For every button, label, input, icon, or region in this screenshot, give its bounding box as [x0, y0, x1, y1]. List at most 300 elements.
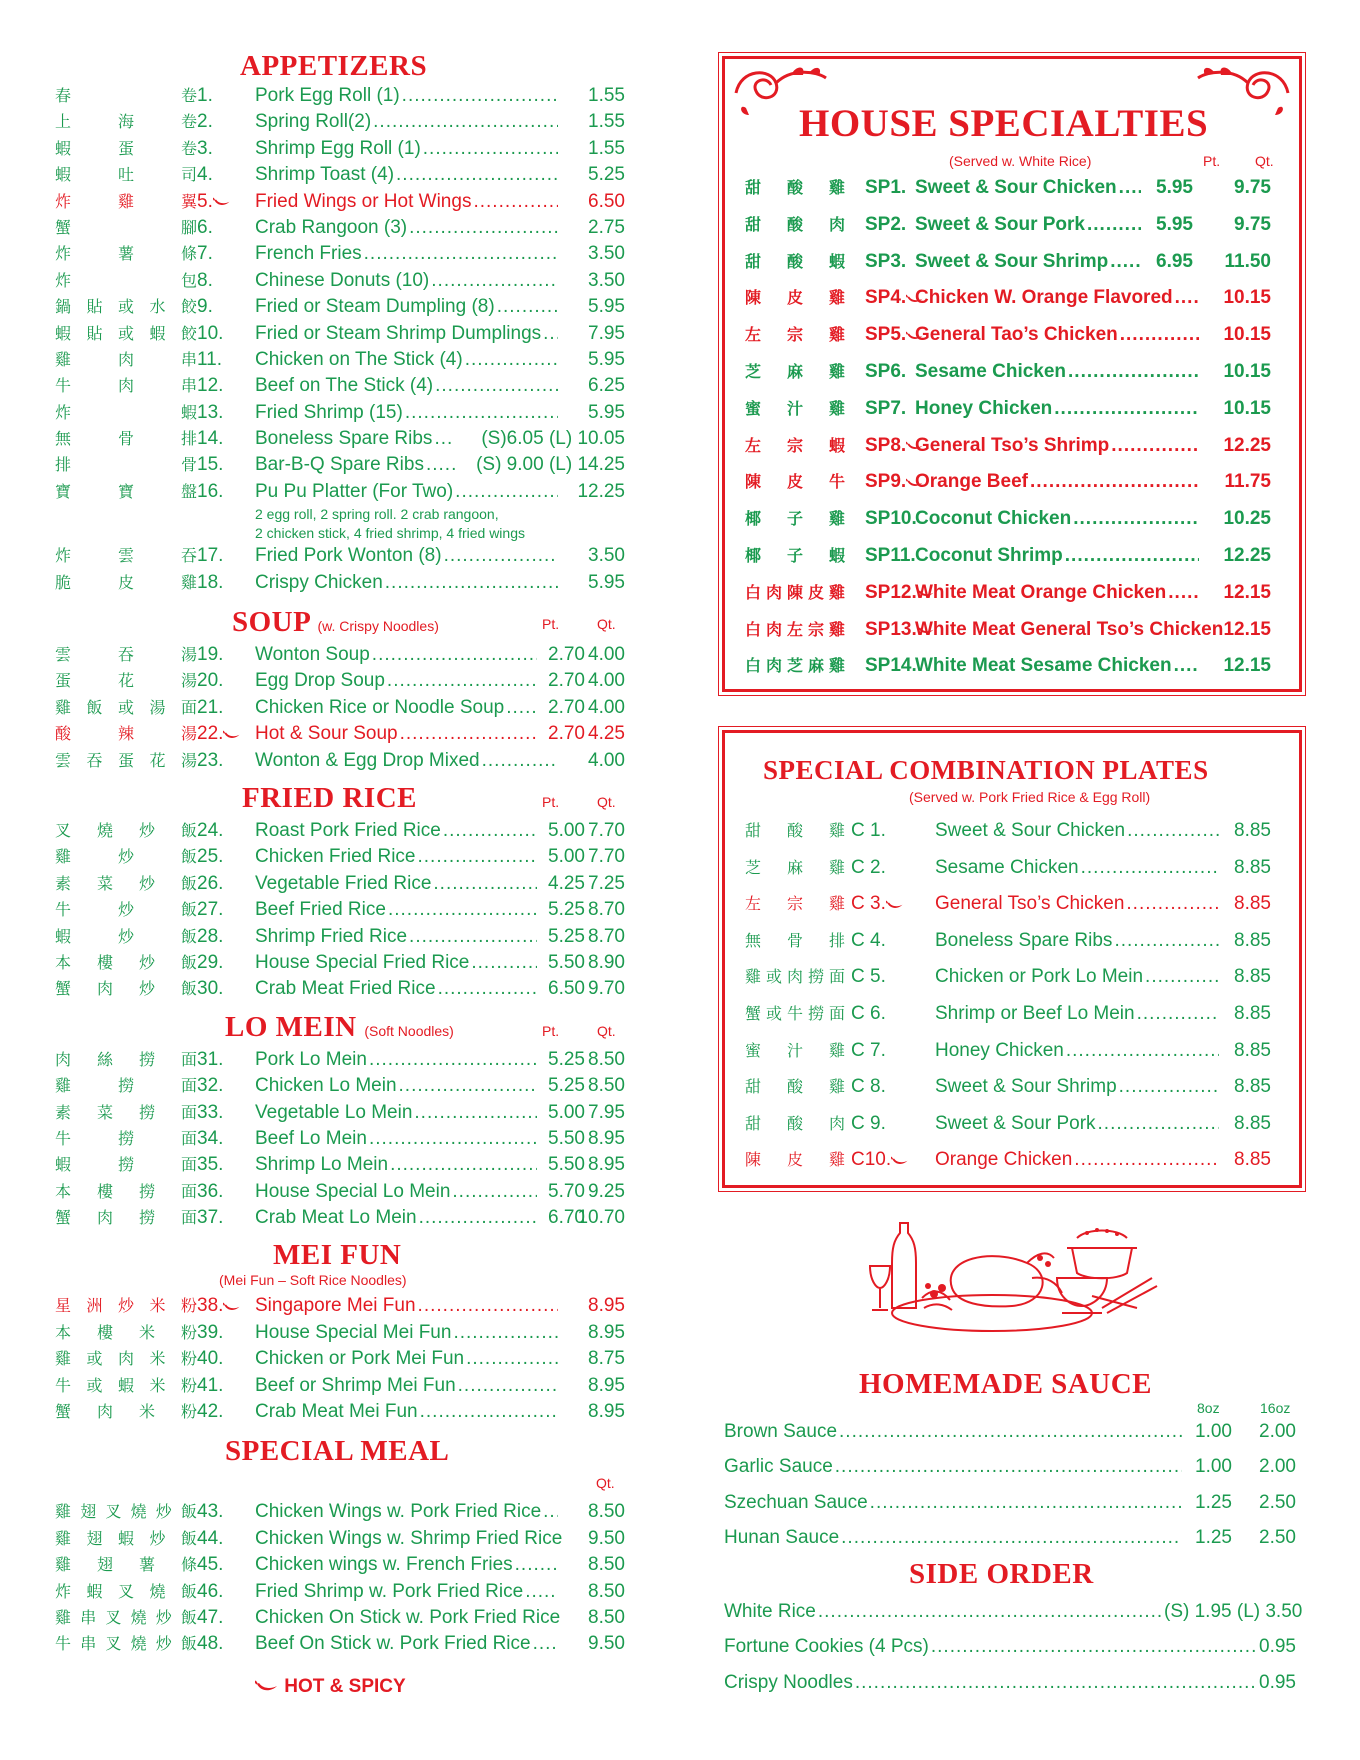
leader-dots	[1068, 354, 1199, 391]
specialty-item	[725, 280, 1299, 317]
combination-list	[725, 813, 1299, 1179]
item-name	[255, 897, 537, 923]
chinese-char: 炒	[117, 900, 134, 920]
chinese-char: 素	[55, 873, 72, 893]
menu-item	[55, 818, 635, 844]
fried-rice-pt-header: Pt.	[542, 793, 560, 810]
chinese-char: 叉	[117, 1581, 134, 1601]
chinese-char: 面	[180, 1155, 197, 1175]
lo-mein-qt-header: Qt.	[597, 1022, 616, 1039]
item-name-text: Crab Meat Mei Fun	[255, 1401, 418, 1423]
item-price: 3.50	[588, 243, 625, 265]
chinese-char: 或	[765, 1003, 782, 1023]
leader-dots	[372, 642, 537, 668]
item-code: SP6.	[865, 360, 907, 382]
item-number: 13.	[197, 401, 224, 423]
item-name-text: French Fries	[255, 243, 362, 265]
item-name-text: Honey Chicken	[935, 1039, 1064, 1061]
item-number: 48.	[197, 1633, 224, 1655]
item-number: 8.	[197, 269, 213, 291]
item-number: 41.	[197, 1374, 224, 1396]
chinese-char: 條	[180, 244, 197, 264]
menu-item	[55, 321, 635, 347]
item-name	[255, 426, 455, 452]
chinese-char: 雞	[828, 178, 845, 197]
chinese-char: 或	[117, 697, 134, 717]
leader-dots	[435, 373, 558, 399]
item-name	[255, 1631, 558, 1657]
chinese-char: 貼	[86, 297, 103, 317]
chinese-char: 雞	[828, 509, 845, 529]
chinese-char: 肉	[765, 619, 782, 639]
item-price: 1.55	[588, 137, 625, 159]
item-name	[255, 642, 537, 668]
chinese-char: 面	[180, 1076, 197, 1096]
chinese-char: 鍋	[55, 297, 72, 317]
leader-dots	[1054, 391, 1199, 428]
chinese-char: 撈	[138, 1102, 155, 1122]
item-price: (S) 1.95 (L) 3.50	[1164, 1601, 1303, 1622]
item-name-text: Coconut Shrimp	[915, 544, 1063, 566]
menu-item	[55, 1526, 635, 1552]
item-price-qt: 8.70	[588, 925, 625, 947]
menu-item	[55, 1579, 635, 1605]
item-price-qt: 8.95	[588, 1127, 625, 1149]
item-name	[255, 976, 537, 1002]
item-price-pt: 5.50	[548, 951, 585, 973]
chinese-char: 米	[149, 1296, 166, 1316]
item-name	[915, 280, 1199, 317]
chinese-char: 酸	[786, 1077, 803, 1097]
chinese-name	[745, 996, 845, 1033]
menu-item	[55, 1047, 635, 1073]
sauce-item	[724, 1414, 1298, 1449]
item-name	[255, 924, 537, 950]
chinese-char: 飯	[180, 1581, 197, 1601]
chinese-char: 面	[828, 1003, 845, 1023]
chinese-char: 盤	[180, 481, 197, 501]
item-name-text: Fried Pork Wonton (8)	[255, 545, 442, 567]
item-price: (S)6.05 (L) 10.05	[481, 428, 625, 450]
item-code: C 6.	[851, 1002, 886, 1024]
item-name-text: House Special Lo Mein	[255, 1180, 451, 1202]
chinese-name	[55, 1631, 197, 1657]
leader-dots	[1175, 280, 1199, 317]
leader-dots	[418, 1293, 558, 1319]
item-number: 7.	[197, 243, 213, 265]
chinese-char: 餃	[180, 323, 197, 343]
leader-dots	[453, 1320, 558, 1346]
item-number: 11.	[197, 348, 223, 370]
item-price-qt: 7.25	[588, 872, 625, 894]
chinese-char: 陳	[745, 288, 762, 308]
item-number: 23.	[197, 749, 224, 771]
chinese-name	[745, 464, 845, 501]
item-number: 19.	[197, 644, 224, 666]
item-name	[255, 321, 558, 347]
specialty-item	[725, 244, 1299, 281]
item-number: 22.	[197, 721, 277, 748]
chinese-char: 麻	[786, 857, 803, 877]
chinese-char: 雞	[828, 1150, 845, 1170]
leader-dots	[839, 1414, 1182, 1449]
item-name	[255, 400, 558, 426]
item-code: SP3.	[865, 250, 907, 272]
item-number: 24.	[197, 819, 224, 841]
chinese-char: 蝦	[117, 1375, 134, 1395]
item-name	[255, 1373, 558, 1399]
item-code: SP5.	[865, 317, 924, 355]
soup-qt-header: Qt.	[597, 616, 616, 633]
fried-rice-list	[55, 818, 635, 1003]
chinese-char: 卷	[180, 138, 197, 158]
side-order-list	[724, 1594, 1303, 1700]
menu-item	[55, 1152, 635, 1178]
chinese-name	[55, 347, 197, 373]
item-name	[255, 1579, 558, 1605]
leader-dots	[388, 897, 537, 923]
leader-dots	[855, 1665, 1258, 1700]
menu-item	[55, 695, 635, 721]
item-number: 36.	[197, 1180, 224, 1202]
chinese-name	[745, 959, 845, 996]
item-number: 6.	[197, 216, 213, 238]
item-name	[255, 479, 558, 505]
chinese-name	[55, 950, 197, 976]
item-price: 6.25	[588, 375, 625, 397]
chinese-char: 蟹	[745, 1003, 762, 1023]
item-name	[255, 1552, 558, 1578]
item-code: SP14.	[865, 655, 917, 677]
chinese-char: 蝦	[55, 926, 72, 946]
item-name	[255, 1205, 537, 1231]
item-number: 42.	[197, 1401, 224, 1423]
chinese-char: 牛	[55, 900, 72, 920]
leader-dots	[1111, 428, 1199, 465]
side-order-item	[724, 1665, 1298, 1700]
item-name-text: Vegetable Fried Rice	[255, 872, 432, 894]
chinese-char: 芝	[745, 361, 762, 381]
lo-mein-note: (Soft Noodles)	[364, 1022, 454, 1039]
chinese-name	[55, 976, 197, 1002]
chinese-char: 肉	[96, 1402, 113, 1422]
item-name	[935, 1142, 1219, 1179]
item-name-text: Fried Wings or Hot Wings	[255, 190, 472, 212]
menu-item	[55, 844, 635, 870]
menu-item	[55, 1605, 635, 1631]
chinese-char: 叉	[105, 1607, 122, 1627]
menu-item	[55, 373, 635, 399]
item-code: C 5.	[851, 966, 886, 988]
chinese-char: 面	[180, 1128, 197, 1148]
chinese-char: 薯	[117, 244, 134, 264]
item-code: SP8.	[865, 428, 924, 466]
item-number: 31.	[197, 1048, 224, 1070]
item-name	[255, 818, 537, 844]
chinese-name	[745, 886, 845, 923]
item-name-text: Shrimp Lo Mein	[255, 1154, 389, 1176]
item-name	[255, 1526, 563, 1552]
chinese-char: 樓	[96, 952, 113, 972]
chinese-char: 卷	[180, 112, 197, 132]
chinese-name	[745, 575, 845, 612]
item-price-qt: 7.70	[588, 846, 625, 868]
chinese-char: 酸	[786, 214, 803, 234]
item-name-text: Pork Egg Roll (1)	[255, 85, 400, 106]
specialty-item	[725, 354, 1299, 391]
chinese-char: 雞	[55, 1349, 72, 1369]
item-price-pt: 6.70	[548, 1207, 585, 1229]
chinese-char: 牛	[55, 376, 72, 396]
appetizers-list	[55, 83, 635, 505]
item-name-text: Beef Fried Rice	[255, 899, 386, 921]
item-price-qt: 11.75	[1224, 471, 1271, 493]
item-name	[255, 1047, 537, 1073]
item-number: 12.	[197, 375, 224, 397]
item-name	[915, 428, 1199, 465]
chinese-char: 芝	[786, 656, 803, 676]
chinese-char: 炒	[155, 1502, 172, 1522]
soup-header	[55, 604, 635, 642]
chinese-char: 蝦	[55, 323, 72, 343]
leader-dots	[1074, 1142, 1219, 1179]
item-number: 33.	[197, 1101, 224, 1123]
item-price-pt: 5.25	[548, 899, 585, 921]
chinese-name	[55, 897, 197, 923]
chinese-char: 餃	[180, 297, 197, 317]
item-price-pt: 5.25	[548, 1048, 585, 1070]
chinese-char: 牛	[786, 1003, 803, 1023]
menu-item	[55, 1373, 635, 1399]
chinese-char: 炒	[138, 952, 155, 972]
chinese-char: 雞	[828, 619, 845, 639]
chinese-char: 條	[180, 1555, 197, 1575]
chinese-name	[55, 373, 197, 399]
food-illustration-icon	[862, 1218, 1162, 1338]
chinese-char: 或	[86, 1349, 103, 1369]
chinese-name	[745, 612, 845, 649]
leader-dots	[818, 1594, 1164, 1629]
menu-item	[55, 162, 635, 188]
item-price: 8.50	[588, 1606, 625, 1628]
menu-item	[55, 241, 635, 267]
chinese-name	[55, 1073, 197, 1099]
chinese-name	[55, 818, 197, 844]
item-name-text: Chinese Donuts (10)	[255, 269, 430, 291]
item-price: 8.85	[1234, 856, 1271, 878]
item-name	[255, 268, 558, 294]
item-price-pt: 5.25	[548, 925, 585, 947]
chinese-char: 雞	[828, 288, 845, 308]
chinese-char: 骨	[117, 429, 134, 449]
menu-item	[55, 347, 635, 373]
chinese-char: 肉	[765, 582, 782, 602]
item-name	[255, 294, 558, 320]
chinese-char: 炒	[117, 847, 134, 867]
chinese-char: 肉	[765, 656, 782, 676]
leader-dots	[426, 452, 455, 478]
chinese-char: 叉	[105, 1502, 122, 1522]
leader-dots	[835, 1449, 1182, 1484]
chinese-char: 寶	[117, 481, 134, 501]
item-code: SP2.	[865, 213, 907, 235]
fried-rice-header	[55, 780, 635, 818]
chinese-char: 甜	[745, 1077, 762, 1097]
item-name	[255, 1152, 537, 1178]
chinese-char: 酸	[786, 178, 803, 197]
item-price: 8.85	[1234, 820, 1271, 841]
chinese-char: 雞	[745, 967, 762, 987]
leader-dots	[433, 871, 537, 897]
item-name	[935, 813, 1219, 850]
chinese-char: 炸	[55, 244, 72, 264]
item-name-text: Beef or Shrimp Mei Fun	[255, 1374, 456, 1396]
chinese-char: 雞	[55, 847, 72, 867]
chinese-char: 蝦	[828, 435, 845, 455]
sauce-size-header-1: 8oz	[1197, 1400, 1220, 1416]
price-8oz: 1.25	[1195, 1527, 1232, 1549]
combination-note: (Served w. Pork Fried Rice & Egg Roll)	[909, 789, 1151, 805]
item-code: SP13.	[865, 612, 935, 650]
item-price: 8.85	[1234, 893, 1271, 915]
item-name	[724, 1665, 1258, 1700]
soup-list	[55, 642, 635, 774]
chinese-char: 炸	[55, 546, 72, 566]
price-16oz: 2.50	[1259, 1527, 1296, 1549]
leader-dots	[420, 1399, 558, 1425]
chinese-name	[55, 109, 197, 135]
menu-item	[55, 1320, 635, 1346]
item-number: 30.	[197, 978, 224, 1000]
specialty-item	[725, 612, 1299, 649]
item-name-text: Shrimp or Beef Lo Mein	[935, 1002, 1135, 1024]
item-price: 5.95	[588, 296, 625, 318]
item-name-text: Crab Meat Lo Mein	[255, 1207, 417, 1229]
chinese-name	[745, 923, 845, 960]
chinese-name	[55, 321, 197, 347]
chinese-char: 雲	[55, 645, 72, 665]
soup-pt-header: Pt.	[542, 616, 560, 633]
combination-item	[725, 923, 1299, 960]
item-price: 7.95	[588, 322, 625, 344]
specialty-item	[725, 391, 1299, 428]
chinese-char: 蟹	[55, 979, 72, 999]
chinese-char: 皮	[807, 582, 824, 602]
leader-dots	[841, 1520, 1182, 1555]
chinese-char: 炸	[55, 1581, 72, 1601]
chinese-char: 撈	[138, 1208, 155, 1228]
chinese-char: 左	[745, 435, 762, 455]
appetizers-list-2	[55, 543, 635, 596]
item-price-qt: 12.25	[1223, 544, 1271, 566]
item-name	[915, 207, 1141, 244]
chinese-char: 飯	[180, 847, 197, 867]
specialty-item	[725, 464, 1299, 501]
chinese-char: 雞	[828, 1040, 845, 1060]
item-name	[255, 1605, 561, 1631]
item-price-pt: 6.95	[1156, 250, 1193, 272]
item-name	[255, 1126, 537, 1152]
chinese-char: 蛋	[117, 138, 134, 158]
item-name	[255, 136, 558, 162]
mei-fun-header	[55, 1239, 635, 1293]
item-price-qt: 9.25	[588, 1180, 625, 1202]
chinese-char: 水	[149, 297, 166, 317]
chinese-char: 酸	[786, 1113, 803, 1133]
chinese-char: 雲	[117, 546, 134, 566]
menu-item	[55, 950, 635, 976]
combination-title: SPECIAL COMBINATION PLATES	[763, 755, 1209, 785]
chinese-char: 絲	[96, 1049, 113, 1069]
item-number: 5.	[197, 189, 277, 216]
chinese-char: 肉	[828, 214, 845, 234]
menu-item	[55, 1499, 635, 1525]
item-price: 5.95	[588, 348, 625, 370]
item-price: 12.25	[577, 480, 625, 502]
item-name-text: Pu Pu Platter (For Two)	[255, 480, 454, 502]
chinese-char: 燒	[130, 1607, 147, 1627]
chinese-char: 湯	[180, 750, 197, 770]
item-name-text: Sweet & Sour Chicken	[915, 177, 1117, 198]
item-name	[255, 241, 558, 267]
item-price-qt: 8.70	[588, 899, 625, 921]
item-number: 9.	[197, 296, 213, 318]
combination-item	[725, 1033, 1299, 1070]
item-number: 18.	[197, 571, 224, 593]
item-name	[915, 575, 1199, 612]
item-price: 8.50	[588, 1554, 625, 1576]
chinese-char: 雞	[55, 1076, 72, 1096]
chinese-name	[55, 1579, 197, 1605]
item-name	[935, 959, 1219, 996]
menu-item	[55, 452, 635, 478]
chinese-char: 米	[138, 1402, 155, 1422]
item-price-pt: 2.70	[548, 670, 585, 692]
chinese-char: 面	[180, 1208, 197, 1228]
leader-dots	[419, 1205, 537, 1231]
item-name-text: Pork Lo Mein	[255, 1048, 367, 1070]
item-name	[255, 695, 537, 721]
chinese-char: 宗	[807, 619, 824, 639]
chinese-name	[55, 642, 197, 668]
item-name-text: Sesame Chicken	[915, 360, 1067, 382]
item-name	[915, 464, 1199, 501]
item-number: 40.	[197, 1348, 224, 1370]
item-name	[255, 347, 558, 373]
chinese-char: 白	[745, 656, 762, 676]
item-name	[935, 886, 1219, 923]
specialty-item	[725, 170, 1299, 207]
side-order-item	[724, 1629, 1298, 1664]
item-name	[255, 1100, 537, 1126]
chinese-char: 粉	[180, 1322, 197, 1342]
leader-dots	[870, 1485, 1182, 1520]
item-name-text: Sweet & Sour Shrimp	[935, 1076, 1117, 1098]
item-price-pt: 5.95	[1156, 177, 1193, 198]
chinese-char: 湯	[180, 645, 197, 665]
chinese-name	[745, 354, 845, 391]
chinese-char: 花	[149, 750, 166, 770]
chinese-char: 酸	[55, 724, 72, 744]
menu-item	[55, 642, 635, 668]
item-price-pt: 2.70	[548, 723, 585, 745]
chinese-char: 粉	[180, 1402, 197, 1422]
item-code: SP1.	[865, 177, 907, 198]
chinese-char: 雞	[828, 857, 845, 877]
chinese-char: 飯	[180, 926, 197, 946]
menu-item	[55, 1346, 635, 1372]
leader-dots	[434, 426, 455, 452]
